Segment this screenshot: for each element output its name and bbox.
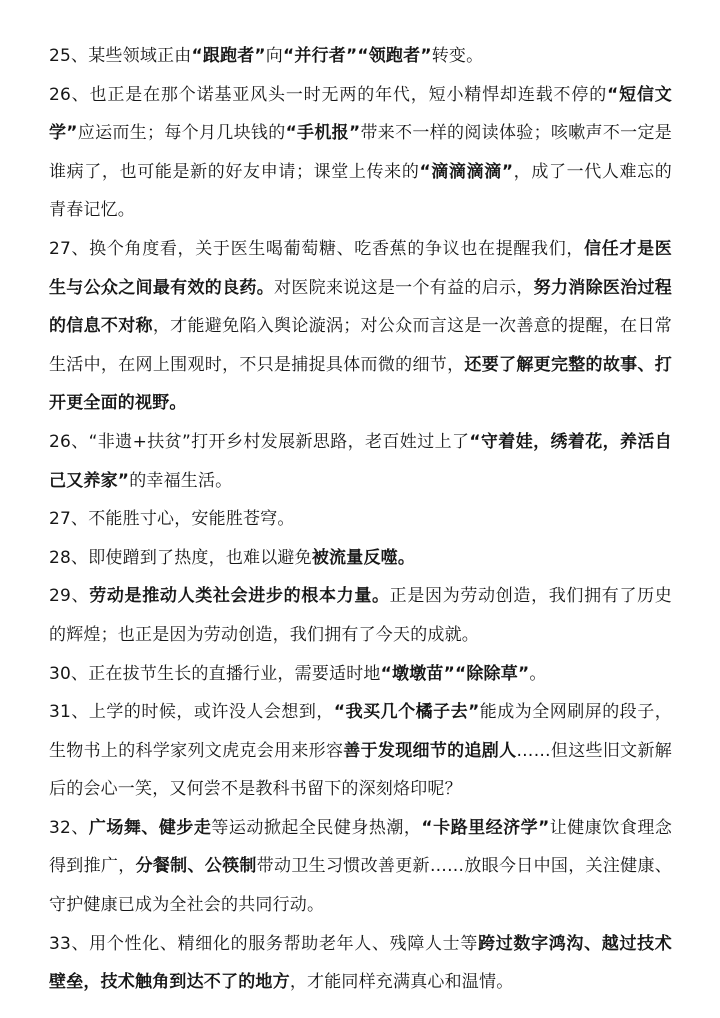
bold-text-segment: 跨过数字鸿沟、越过技术壁垒，技术触角到达不了的地方 — [49, 933, 672, 993]
document-paragraph — [49, 577, 672, 654]
text-segment: 31、上学的时候，或许没人会想到， — [49, 702, 334, 723]
text-segment: 的幸福生活。 — [129, 470, 233, 491]
text-segment: 等运动掀起全民健身热潮， — [211, 817, 422, 838]
document-paragraph — [49, 539, 672, 578]
bold-text-segment: 分餐制、公筷制 — [135, 856, 257, 877]
bold-text-segment: “并行者”“领跑者” — [283, 46, 432, 66]
text-segment: 。 — [529, 663, 547, 684]
bold-text-segment: “滴滴滴滴” — [419, 161, 514, 182]
document-paragraph — [49, 500, 672, 539]
bold-text-segment: 广场舞、健步走 — [88, 817, 212, 838]
text-segment: 27、换个角度看，关于医生喝葡萄糖、吃香蕉的争议也在提醒我们， — [49, 238, 585, 259]
text-segment: 28、即使蹭到了热度，也难以避免 — [49, 547, 312, 568]
bold-text-segment: “守着娃，绣着花，养活自己又养家” — [49, 431, 672, 491]
text-segment: 29、 — [49, 586, 90, 607]
text-segment: ，成了一代人难忘的青春记忆。 — [49, 161, 673, 221]
text-segment: 让健康饮食理念得到推广， — [49, 817, 673, 877]
document-paragraph — [49, 230, 672, 423]
document-paragraph — [49, 655, 672, 694]
document-paragraph — [49, 693, 672, 809]
bold-text-segment: “卡路里经济学” — [421, 817, 550, 838]
bold-text-segment: “跟跑者” — [191, 46, 266, 66]
bold-text-segment: 还要了解更完整的故事、打开更全面的视野。 — [49, 354, 672, 414]
text-segment: 转变。 — [431, 46, 484, 66]
text-segment: 32、 — [49, 817, 89, 838]
text-segment: 应运而生；每个月几块钱的 — [77, 123, 286, 144]
text-segment: 30、正在拔节生长的直播行业，需要适时地 — [49, 663, 381, 684]
text-segment: 正是因为劳动创造，我们拥有了历史的辉煌；也正是因为劳动创造，我们拥有了今天的成就。 — [49, 586, 672, 645]
document-paragraph — [49, 76, 672, 230]
text-segment: 27、不能胜寸心，安能胜苍穹。 — [49, 509, 295, 530]
bold-text-segment: “我买几个橘子去” — [333, 702, 480, 723]
bold-text-segment: 信任才是医生与公众之间最有效的良药。 — [49, 238, 672, 298]
text-segment: ，才能避免陷入舆论漩涡；对公众而言这是一次善意的提醒，在日常生活中，在网上围观时，不只是捕捉具体而微的细节， — [49, 316, 673, 375]
text-segment: 带动卫生习惯改善更新……放眼今日中国，关注健康、守护健康已成为全社会的共同行动。 — [49, 856, 672, 916]
text-segment: 33、用个性化、精细化的服务帮助老年人、残障人士等 — [49, 933, 479, 954]
text-segment: 能成为全网刷屏的段子，生物书上的科学家列文虎克会用来形容 — [49, 702, 673, 761]
bold-text-segment: 劳动是推动人类社会进步的根本力量。 — [89, 586, 390, 607]
bold-text-segment: 被流量反噬。 — [311, 547, 416, 568]
document-paragraph — [49, 809, 672, 925]
text-segment: 对医院来说这是一个有益的启示， — [274, 277, 534, 298]
document-paragraph — [49, 423, 672, 500]
text-segment: ……但这些旧文新解后的会心一笑，又何尝不是教科书留下的深刻烙印呢？ — [49, 740, 673, 800]
document-body — [49, 37, 672, 1002]
bold-text-segment: 善于发现细节的追剧人 — [343, 740, 517, 761]
bold-text-segment: “短信文学” — [49, 84, 672, 144]
document-paragraph — [49, 37, 672, 76]
bold-text-segment: “手机报” — [285, 123, 361, 144]
text-segment: 25、某些领域正由 — [49, 46, 192, 66]
text-segment: 26、“非遗+扶贫”打开乡村发展新思路，老百姓过上了 — [49, 431, 470, 452]
bold-text-segment: “墩墩苗”“除除草” — [380, 663, 530, 684]
bold-text-segment: 努力消除医治过程的信息不对称 — [49, 277, 672, 337]
text-segment: 26、也正是在那个诺基亚风头一时无两的年代，短小精悍却连载不停的 — [49, 84, 608, 105]
text-segment: ，才能同样充满真心和温情。 — [289, 972, 514, 993]
text-segment: 向 — [265, 46, 283, 66]
text-segment: 带来不一样的阅读体验；咳嗽声不一定是谁病了，也可能是新的好友申请；课堂上传来的 — [49, 123, 672, 182]
document-paragraph — [49, 925, 672, 1002]
